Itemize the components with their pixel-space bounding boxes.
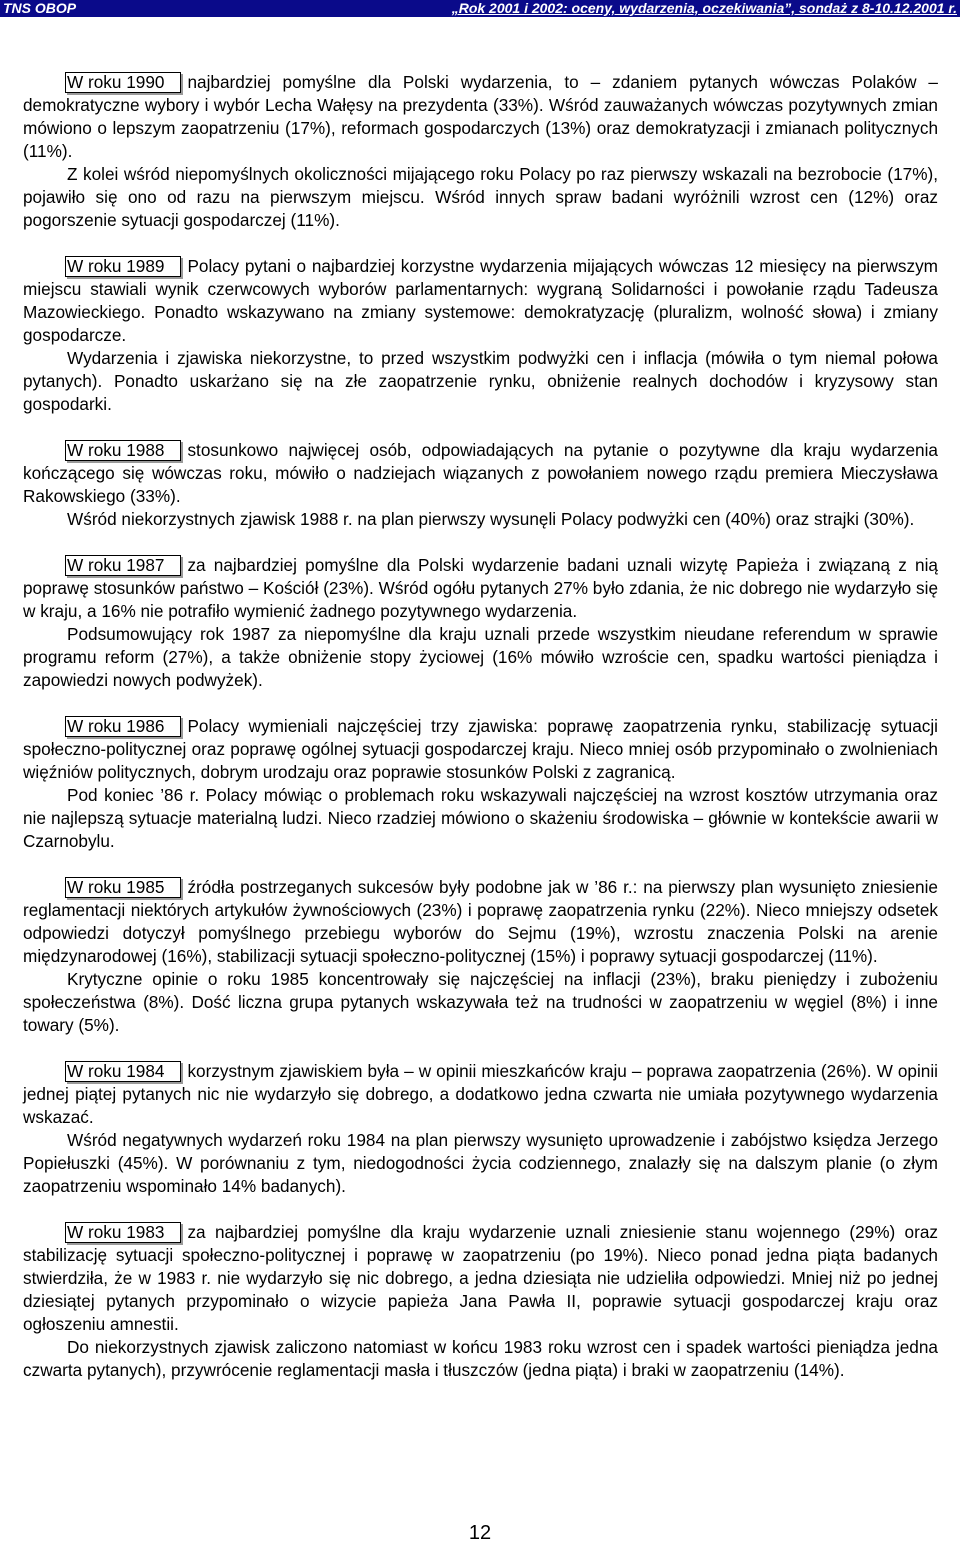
paragraph-text: Polacy wymieniali najczęściej trzy zjawiska: poprawę zaopatrzenia rynku, stabilizację sytuacji społeczno-politycznej oraz poprawę ogólnej sytuacji gospodarczej kraju. Nieco mniej osób przypominało o zwolnieniach więźniów politycznych, dobrym urodzaju oraz poprawie stosunków Polski z zagranicą. <box>23 716 938 782</box>
paragraph-text: stosunkowo najwięcej osób, odpowiadających na pytanie o pozytywne dla kraju wydarzenia kończącego się wówczas roku, mówiło o nadziejach wiązanych z powołaniem nowego rządu premiera Mieczysława Rakowskiego (33%). <box>23 440 938 506</box>
paragraph: Wśród negatywnych wydarzeń roku 1984 na plan pierwszy wysunięto uprowadzenie i zabójstwo księdza Jerzego Popiełuszki (45%). W porównaniu z tym, niedogodności życia codziennego, znalazły się na dalszym planie (o złym zaopatrzeniu wspominało 14% badanych). <box>23 1130 938 1196</box>
paragraph: Do niekorzystnych zjawisk zaliczono natomiast w końcu 1983 roku wzrost cen i spadek wartości pieniądza jedna czwarta pytanych), przywrócenie reglamentacji masła i tłuszczów (jedna piąta) i braki w zaopatrzeniu (14%). <box>23 1337 938 1380</box>
page-number: 12 <box>468 1522 492 1544</box>
year-label: W roku 1984 <box>65 1061 181 1082</box>
paragraph-text: korzystnym zjawiskiem była – w opinii mieszkańców kraju – poprawa zaopatrzenia (26%). W opinii jednej piątej pytanych nic nie wydarzyło się dobrego, a dodatkowo jedna czwarta nie umiała pozytywnego wydarzenia wskazać. <box>23 1061 938 1127</box>
document-body <box>23 71 938 1405</box>
year-label: W roku 1983 <box>65 1222 181 1243</box>
section-1986 <box>23 715 938 853</box>
paragraph <box>23 1221 938 1336</box>
section-1987 <box>23 554 938 692</box>
section-1989 <box>23 255 938 416</box>
header-publisher: TNS OBOP <box>3 0 77 16</box>
section-1984 <box>23 1060 938 1198</box>
header-report-title: „Rok 2001 i 2002: oceny, wydarzenia, oczekiwania”, sondaż z 8-10.12.2001 r. <box>451 0 957 16</box>
section-1983 <box>23 1221 938 1382</box>
paragraph: Podsumowujący rok 1987 za niepomyślne dla kraju uznali przede wszystkim nieudane referendum w sprawie programu reform (27%), a także obniżenie stopy życiowej (16% mówiło wzroście cen, spadku wartości pieniądza i zapowiedzi nowych podwyżek). <box>23 624 938 690</box>
paragraph-text: źródła postrzeganych sukcesów były podobne jak w ’86 r.: na pierwszy plan wysunięto zniesienie reglamentacji niektórych artykułów żywnościowych (23%) i poprawę zaopatrzenia rynku (22%). Nieco mniejszy odsetek odpowiedzi dotyczył pomyślnego przebiegu wyborów do Sejmu (19%), wzrostu znaczenia Polski na arenie międzynarodowej (16%), stabilizacji sytuacji społeczno-politycznej (15%) i poprawy sytuacji gospodarczej (11%). <box>23 877 938 966</box>
paragraph-text: najbardziej pomyślne dla Polski wydarzenia, to – zdaniem pytanych wówczas Polaków – demokratyczne wybory i wybór Lecha Wałęsy na prezydenta (33%). Wśród zauważanych wówczas pozytywnych zmian mówiono o lepszym zaopatrzeniu (17%), reformach gospodarczych (13%) oraz demokratyzacji i zmianach politycznych (11%). <box>23 72 938 161</box>
year-label: W roku 1987 <box>65 555 181 576</box>
paragraph: Z kolei wśród niepomyślnych okoliczności mijającego roku Polacy po raz pierwszy wskazali na bezrobocie (17%), pojawiło się ono od razu na pierwszym miejscu. Wśród innych spraw badani wyróżnili wzrost cen (12%) oraz pogorszenie sytuacji gospodarczej (11%). <box>23 164 938 230</box>
year-label: W roku 1989 <box>65 256 181 277</box>
paragraph <box>23 255 938 347</box>
year-label: W roku 1990 <box>65 72 181 93</box>
paragraph: Wśród niekorzystnych zjawisk 1988 r. na plan pierwszy wysunęli Polacy podwyżki cen (40%) oraz strajki (30%). <box>67 509 915 529</box>
paragraph-text: Polacy pytani o najbardziej korzystne wydarzenia mijających wówczas 12 miesięcy na pierwszym miejscu stawiali wynik czerwcowych wyborów parlamentarnych: wygraną Solidarności i powołanie rządu Tadeusza Mazowieckiego. Ponadto wskazywano na zmiany systemowe: demokratyzację (pluralizm, wolność słowa) i zmiany gospodarcze. <box>23 256 938 345</box>
year-label: W roku 1988 <box>65 440 181 461</box>
paragraph <box>23 876 938 968</box>
paragraph: Wydarzenia i zjawiska niekorzystne, to przed wszystkim podwyżki cen i inflacja (mówiła o tym niemal połowa pytanych). Ponadto uskarżano się na złe zaopatrzenie rynku, obniżenie realnych dochodów i kryzysowy stan gospodarki. <box>23 348 938 414</box>
year-label: W roku 1985 <box>65 877 181 898</box>
paragraph <box>23 715 938 784</box>
paragraph <box>23 1060 938 1129</box>
paragraph-text: za najbardziej pomyślne dla kraju wydarzenie uznali zniesienie stanu wojennego (29%) oraz stabilizację sytuacji społeczno-politycznej i poprawę w zaopatrzeniu (po 19%). Nieco ponad jedna piąta badanych stwierdziła, że w 1983 r. nie wydarzyło się nic dobrego, a jedna dziesiąta nie udzieliła odpowiedzi. Mniej niż po jednej dziesiątej pytanych przypominało o wizycie papieża Jana Pawła II, poprawie sytuacji gospodarczej kraju oraz ogłoszeniu amnestii. <box>23 1222 938 1334</box>
paragraph <box>23 554 938 623</box>
section-1985 <box>23 876 938 1037</box>
paragraph-text: za najbardziej pomyślne dla Polski wydarzenie badani uznali wizytę Papieża i związaną z nią poprawę stosunków państwo – Kościół (23%). Wśród ogółu pytanych 27% było zdania, że nic dobrego nie wydarzyło się w kraju, a 16% nie potrafiło wymienić żadnego pozytywnego wydarzenia. <box>23 555 938 621</box>
section-1990 <box>23 71 938 232</box>
paragraph <box>23 71 938 163</box>
section-1988 <box>23 439 938 531</box>
paragraph: Pod koniec ’86 r. Polacy mówiąc o problemach roku wskazywali najczęściej na wzrost kosztów utrzymania oraz nie najlepszą sytuacje materialną ludzi. Nieco rzadziej mówiono o skażeniu środowiska – głównie w kontekście awarii w Czarnobylu. <box>23 785 938 851</box>
year-label: W roku 1986 <box>65 716 181 737</box>
running-header <box>0 0 960 17</box>
paragraph: Krytyczne opinie o roku 1985 koncentrowały się najczęściej na inflacji (23%), braku pieniędzy i zubożeniu społeczeństwa (8%). Dość liczna grupa pytanych wskazywała też na trudności w zaopatrzeniu w węgiel (8%) i inne towary (5%). <box>23 969 938 1035</box>
paragraph <box>23 439 938 508</box>
